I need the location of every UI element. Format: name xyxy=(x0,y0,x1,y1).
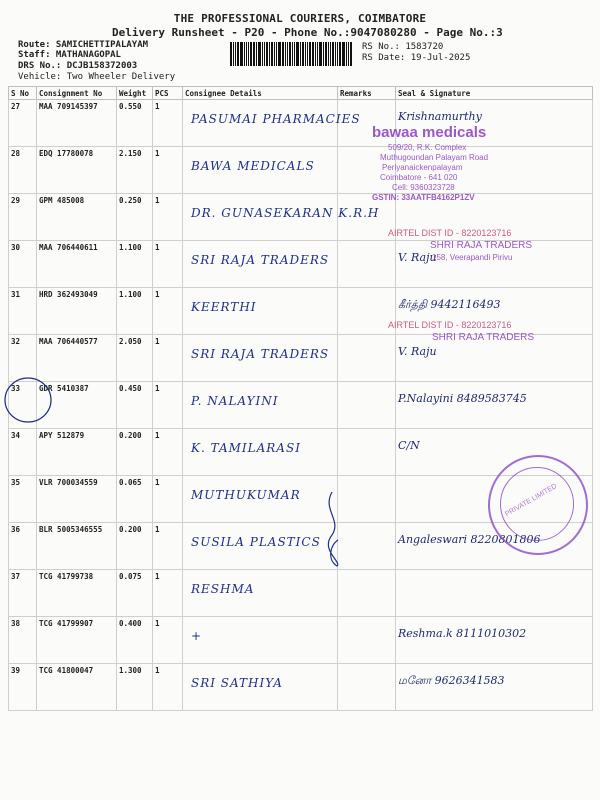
cell-consignee-text: P. NALAYINI xyxy=(191,394,279,408)
cell-consignment: GPM 485008 xyxy=(37,194,117,241)
barcode-bar xyxy=(325,42,327,66)
round-seal-text: PRIVATE LIMITED xyxy=(504,482,559,519)
cell-consignment: MAA 709145397 xyxy=(37,100,117,147)
barcode-bar xyxy=(296,42,299,66)
cell-consignee xyxy=(183,617,338,664)
cell-consignee xyxy=(183,194,380,241)
barcode-bar xyxy=(350,42,352,66)
cell-consignee-text: RESHMA xyxy=(191,582,255,596)
barcode-bar xyxy=(258,42,261,66)
cell-remarks xyxy=(338,241,396,288)
cell-signature xyxy=(396,664,593,711)
bawaa-stamp-cell: Cell: 9360323728 xyxy=(392,183,455,192)
cell-consignee xyxy=(183,100,361,147)
cell-weight: 0.450 xyxy=(117,382,153,429)
cell-consignment: BLR 5005346555 xyxy=(37,523,117,570)
barcode-bar xyxy=(294,42,295,66)
cell-consignee-text: SRI RAJA TRADERS xyxy=(191,253,330,267)
cell-consignee xyxy=(183,664,338,711)
barcode-bar xyxy=(302,42,304,66)
cell-consignment: HRD 362493049 xyxy=(37,288,117,335)
col-pcs: PCS xyxy=(153,87,183,100)
barcode-bar xyxy=(271,42,273,66)
cell-sno: 39 xyxy=(9,664,37,711)
col-seal-signature: Seal & Signature xyxy=(396,87,593,100)
barcode-bar xyxy=(328,42,329,66)
bawaa-stamp-addr2: Muthugoundan Palayam Road xyxy=(380,153,489,162)
cell-signature-text: Angaleswari 8220801806 xyxy=(398,533,541,546)
cell-signature-text: Reshma.k 8111010302 xyxy=(398,627,527,640)
cell-remarks xyxy=(338,664,396,711)
cell-weight: 0.075 xyxy=(117,570,153,617)
cell-sno: 38 xyxy=(9,617,37,664)
barcode-bar xyxy=(235,42,236,66)
sri-raja-stamp-1: SHRI RAJA TRADERS xyxy=(430,240,533,251)
barcode-bar xyxy=(287,42,288,66)
cell-consignee-text: PASUMAI PHARMACIES xyxy=(191,112,361,126)
cell-sno: 29 xyxy=(9,194,37,241)
cell-pcs: 1 xyxy=(153,617,183,664)
barcode-bar xyxy=(332,42,334,66)
cell-sno: 35 xyxy=(9,476,37,523)
cell-weight: 2.150 xyxy=(117,147,153,194)
cell-weight: 0.065 xyxy=(117,476,153,523)
drs-label: DRS No.: DCJB158372003 xyxy=(18,61,138,71)
cell-signature-text: மனோ 9626341583 xyxy=(398,674,505,687)
barcode-bar xyxy=(285,42,286,66)
barcode-bar xyxy=(264,42,265,66)
cell-weight: 0.200 xyxy=(117,429,153,476)
airtel-stamp-1: AIRTEL DIST ID - 8220123716 xyxy=(388,228,512,238)
bawaa-stamp-title: bawaa medicals xyxy=(372,124,487,141)
barcode-bar xyxy=(289,42,291,66)
cell-remarks xyxy=(338,429,396,476)
cell-weight: 0.550 xyxy=(117,100,153,147)
barcode-bar xyxy=(246,42,247,66)
cell-signature-text: V. Raju xyxy=(398,251,437,264)
staff-label: Staff: MATHANAGOPAL xyxy=(18,50,121,60)
cell-consignment: MAA 706440611 xyxy=(37,241,117,288)
barcode-bar xyxy=(276,42,277,66)
barcode-bar xyxy=(339,42,341,66)
cell-remarks xyxy=(338,617,396,664)
cell-pcs: 1 xyxy=(153,147,183,194)
cell-pcs: 1 xyxy=(153,100,183,147)
cell-weight: 0.200 xyxy=(117,523,153,570)
table-row xyxy=(9,617,593,664)
cell-signature-text: கீர்த்தி 9442116493 xyxy=(398,298,501,311)
airtel-stamp-2: AIRTEL DIST ID - 8220123716 xyxy=(388,320,512,330)
bawaa-stamp-addr1: 509/20, R.K. Complex xyxy=(388,143,467,152)
runsheet-table xyxy=(8,86,593,711)
barcode-bar xyxy=(342,42,345,66)
cell-weight: 1.300 xyxy=(117,664,153,711)
barcode-bar xyxy=(309,42,311,66)
barcode-bar xyxy=(323,42,324,66)
cell-pcs: 1 xyxy=(153,382,183,429)
barcode-bar xyxy=(274,42,275,66)
cell-consignment: VLR 700034559 xyxy=(37,476,117,523)
table-header-row xyxy=(9,87,593,100)
barcode-bar xyxy=(230,42,232,66)
route-label: Route: SAMICHETTIPALAYAM xyxy=(18,40,149,50)
cell-consignment: EDQ 17780078 xyxy=(37,147,117,194)
barcode-bar xyxy=(256,42,257,66)
cell-sno: 37 xyxy=(9,570,37,617)
cell-sno: 28 xyxy=(9,147,37,194)
cell-weight: 2.050 xyxy=(117,335,153,382)
col-consignment: Consignment No xyxy=(37,87,117,100)
cell-signature-text: P.Nalayini 8489583745 xyxy=(398,392,527,405)
hand-drawn-loop xyxy=(312,490,352,570)
barcode-bar xyxy=(348,42,349,66)
cell-pcs: 1 xyxy=(153,429,183,476)
barcode-bar xyxy=(307,42,308,66)
cell-consignee-text: SRI SATHIYA xyxy=(191,676,283,690)
barcode-bar xyxy=(237,42,239,66)
cell-pcs: 1 xyxy=(153,523,183,570)
barcode-bar xyxy=(262,42,263,66)
document-subtitle: Delivery Runsheet - P20 - Phone No.:9047080280 - Page No.:3 xyxy=(112,26,503,39)
cell-signature-text: Krishnamurthy xyxy=(398,110,482,123)
bawaa-stamp-addr3: Periyanaickenpalayam xyxy=(382,163,463,172)
rs-number: RS No.: 1583720 xyxy=(362,42,444,52)
barcode-bar xyxy=(248,42,249,66)
col-weight: Weight xyxy=(117,87,153,100)
col-sno: S No xyxy=(9,87,37,100)
cell-consignee-text: SUSILA PLASTICS xyxy=(191,535,321,549)
cell-weight: 1.100 xyxy=(117,288,153,335)
cell-consignee xyxy=(183,382,338,429)
veerapandi-stamp: 158, Veerapandi Pirivu xyxy=(432,253,513,262)
cell-consignee xyxy=(183,335,338,382)
cell-consignee-text: + xyxy=(191,629,203,643)
cell-signature xyxy=(396,617,593,664)
barcode-bar xyxy=(319,42,322,66)
cell-remarks xyxy=(338,288,396,335)
cell-consignee xyxy=(183,570,338,617)
barcode-bar xyxy=(278,42,281,66)
cell-weight: 0.400 xyxy=(117,617,153,664)
cell-consignee-text: DR. GUNASEKARAN K.R.H xyxy=(191,206,380,220)
cell-remarks xyxy=(338,335,396,382)
col-remarks: Remarks xyxy=(338,87,396,100)
cell-consignee-text: BAWA MEDICALS xyxy=(191,159,315,173)
cell-remarks xyxy=(338,570,396,617)
table-row xyxy=(9,147,593,194)
document-title: THE PROFESSIONAL COURIERS, COIMBATORE xyxy=(173,12,427,25)
barcode-bar xyxy=(330,42,331,66)
cell-signature-text: C/N xyxy=(398,439,420,452)
cell-consignment: MAA 706440577 xyxy=(37,335,117,382)
cell-consignment: GDR 5410387 xyxy=(37,382,117,429)
barcode-bar xyxy=(312,42,314,66)
barcode-bar xyxy=(244,42,245,66)
cell-consignee-text: MUTHUKUMAR xyxy=(191,488,301,502)
cell-sno: 27 xyxy=(9,100,37,147)
cell-consignee-text: SRI RAJA TRADERS xyxy=(191,347,330,361)
cell-consignee xyxy=(183,147,338,194)
barcode-bar xyxy=(346,42,347,66)
bawaa-stamp-addr4: Coimbatore - 641 020 xyxy=(380,173,458,182)
cell-consignee-text: KEERTHI xyxy=(191,300,257,314)
cell-pcs: 1 xyxy=(153,241,183,288)
rs-date: RS Date: 19-Jul-2025 xyxy=(362,53,471,63)
cell-sno: 34 xyxy=(9,429,37,476)
company-round-seal xyxy=(488,455,588,555)
cell-remarks xyxy=(338,382,396,429)
hand-drawn-circle xyxy=(2,375,54,425)
cell-signature-text: V. Raju xyxy=(398,345,437,358)
cell-pcs: 1 xyxy=(153,194,183,241)
table-row xyxy=(9,382,593,429)
barcode-bar xyxy=(305,42,306,66)
cell-pcs: 1 xyxy=(153,664,183,711)
cell-signature xyxy=(396,382,593,429)
cell-pcs: 1 xyxy=(153,288,183,335)
cell-consignee xyxy=(183,241,338,288)
cell-consignee xyxy=(183,288,338,335)
cell-weight: 1.100 xyxy=(117,241,153,288)
barcode-bar xyxy=(300,42,301,66)
vehicle-label: Vehicle: Two Wheeler Delivery xyxy=(18,72,176,82)
cell-signature xyxy=(396,570,593,617)
barcode-bar xyxy=(250,42,252,66)
barcode-bar xyxy=(233,42,234,66)
barcode-bar xyxy=(292,42,293,66)
barcode-bar xyxy=(337,42,338,66)
barcode-bar xyxy=(282,42,284,66)
cell-weight: 0.250 xyxy=(117,194,153,241)
cell-consignee-text: K. TAMILARASI xyxy=(191,441,301,455)
table-row xyxy=(9,664,593,711)
cell-consignment: TCG 41799738 xyxy=(37,570,117,617)
sri-raja-stamp-2: SHRI RAJA TRADERS xyxy=(432,332,535,343)
cell-sno: 36 xyxy=(9,523,37,570)
barcode-bar xyxy=(266,42,268,66)
barcode-bar xyxy=(315,42,316,66)
cell-sno: 31 xyxy=(9,288,37,335)
cell-sno: 33 xyxy=(9,382,37,429)
barcode-bar xyxy=(335,42,336,66)
cell-pcs: 1 xyxy=(153,476,183,523)
cell-consignment: TCG 41800047 xyxy=(37,664,117,711)
barcode-bar xyxy=(253,42,255,66)
cell-sno: 30 xyxy=(9,241,37,288)
table-row xyxy=(9,100,593,147)
col-consignee: Consignee Details xyxy=(183,87,338,100)
cell-consignee xyxy=(183,429,338,476)
barcode xyxy=(230,42,356,66)
cell-pcs: 1 xyxy=(153,570,183,617)
barcode-bar xyxy=(269,42,270,66)
cell-consignment: TCG 41799907 xyxy=(37,617,117,664)
cell-consignment: APY 512879 xyxy=(37,429,117,476)
gstin-stamp: GSTIN: 33AATFB4162P1ZV xyxy=(372,193,475,202)
cell-sno: 32 xyxy=(9,335,37,382)
cell-pcs: 1 xyxy=(153,335,183,382)
barcode-bar xyxy=(240,42,243,66)
table-row xyxy=(9,570,593,617)
barcode-bar xyxy=(317,42,318,66)
